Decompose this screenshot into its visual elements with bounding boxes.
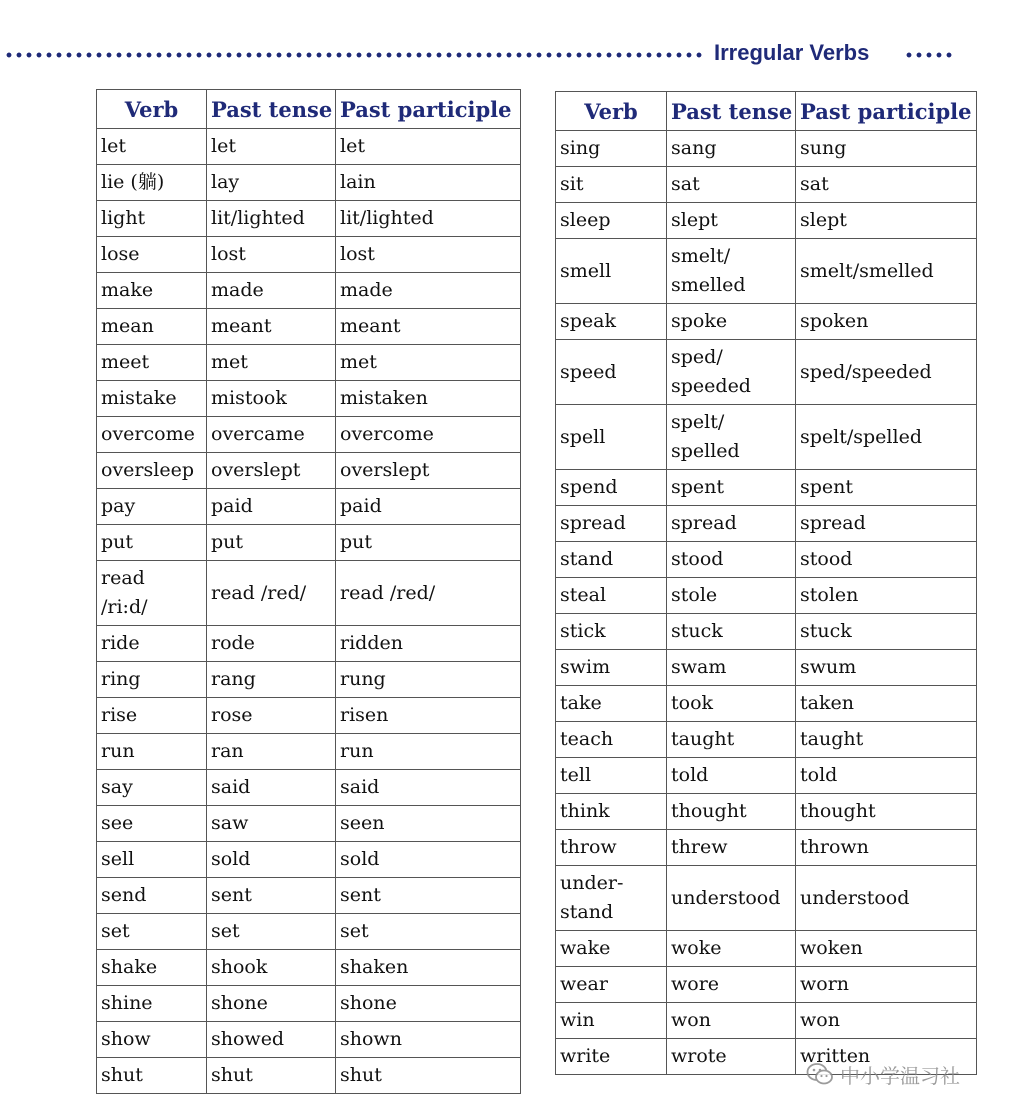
past-participle-cell: overslept (336, 453, 521, 489)
verb-cell: meet (97, 345, 207, 381)
past-participle-cell: stood (796, 542, 977, 578)
table-row (97, 1022, 521, 1058)
verb-cell: send (97, 878, 207, 914)
past-tense-cell: stuck (667, 614, 796, 650)
table-row (556, 470, 977, 506)
verb-cell: under- stand (556, 866, 667, 931)
past-participle-cell: rung (336, 662, 521, 698)
past-tense-cell: meant (207, 309, 336, 345)
past-participle-cell: told (796, 758, 977, 794)
past-participle-cell: sat (796, 167, 977, 203)
past-participle-cell: understood (796, 866, 977, 931)
verb-cell: mean (97, 309, 207, 345)
past-tense-cell: set (207, 914, 336, 950)
past-tense-cell: stood (667, 542, 796, 578)
table-row (97, 201, 521, 237)
verb-cell: light (97, 201, 207, 237)
irregular-verbs-table-left (96, 89, 521, 1094)
past-participle-cell: made (336, 273, 521, 309)
table-row (556, 578, 977, 614)
past-participle-cell: taught (796, 722, 977, 758)
verb-cell: steal (556, 578, 667, 614)
verb-cell: shut (97, 1058, 207, 1094)
past-participle-cell: sold (336, 842, 521, 878)
watermark (806, 1058, 960, 1090)
past-participle-cell: lit/lighted (336, 201, 521, 237)
verb-cell: sell (97, 842, 207, 878)
past-tense-cell: rang (207, 662, 336, 698)
past-tense-cell: swam (667, 650, 796, 686)
column-header-past-tense: Past tense (207, 90, 336, 129)
past-participle-cell: sung (796, 131, 977, 167)
past-tense-cell: won (667, 1003, 796, 1039)
table-row (97, 309, 521, 345)
past-participle-cell: shut (336, 1058, 521, 1094)
verb-cell: sing (556, 131, 667, 167)
verb-cell: lose (97, 237, 207, 273)
column-header-verb: Verb (97, 90, 207, 129)
past-participle-cell: lain (336, 165, 521, 201)
past-participle-cell: sent (336, 878, 521, 914)
table-header-row (556, 92, 977, 131)
table-row (97, 914, 521, 950)
verb-cell: let (97, 129, 207, 165)
table-row (97, 878, 521, 914)
table-row (556, 1003, 977, 1039)
table-row (97, 734, 521, 770)
past-participle-cell: slept (796, 203, 977, 239)
past-tense-cell: made (207, 273, 336, 309)
past-tense-cell: let (207, 129, 336, 165)
past-tense-cell: read /red/ (207, 561, 336, 626)
verb-cell: swim (556, 650, 667, 686)
table-row (556, 167, 977, 203)
verb-cell: shake (97, 950, 207, 986)
past-tense-cell: wore (667, 967, 796, 1003)
past-participle-cell: shown (336, 1022, 521, 1058)
table-row (556, 830, 977, 866)
past-participle-cell: smelt/smelled (796, 239, 977, 304)
page-title: Irregular Verbs (714, 40, 870, 65)
table-row (556, 758, 977, 794)
past-tense-cell: said (207, 770, 336, 806)
past-participle-cell: sped/speeded (796, 340, 977, 405)
table-row (556, 340, 977, 405)
verb-cell: spread (556, 506, 667, 542)
verb-cell: wear (556, 967, 667, 1003)
past-tense-cell: stole (667, 578, 796, 614)
table-row (97, 237, 521, 273)
dotted-rule-right (904, 52, 952, 58)
past-participle-cell: mistaken (336, 381, 521, 417)
verb-cell: smell (556, 239, 667, 304)
table-row (97, 770, 521, 806)
past-tense-cell: understood (667, 866, 796, 931)
table-row (556, 203, 977, 239)
table-row (97, 417, 521, 453)
past-tense-cell: spoke (667, 304, 796, 340)
verb-cell: write (556, 1039, 667, 1075)
past-tense-cell: lay (207, 165, 336, 201)
column-header-past-tense: Past tense (667, 92, 796, 131)
past-tense-cell: woke (667, 931, 796, 967)
past-tense-cell: smelt/ smelled (667, 239, 796, 304)
verb-cell: think (556, 794, 667, 830)
table-row (97, 165, 521, 201)
past-participle-cell: shone (336, 986, 521, 1022)
table-row (97, 950, 521, 986)
table-row (556, 650, 977, 686)
verb-cell: stand (556, 542, 667, 578)
past-participle-cell: meant (336, 309, 521, 345)
past-participle-cell: woken (796, 931, 977, 967)
verb-cell: sit (556, 167, 667, 203)
past-tense-cell: mistook (207, 381, 336, 417)
table-row (556, 931, 977, 967)
verb-cell: lie (躺) (97, 165, 207, 201)
table-row (556, 686, 977, 722)
verb-cell: put (97, 525, 207, 561)
table-row (97, 453, 521, 489)
past-participle-cell: spread (796, 506, 977, 542)
table-row (97, 986, 521, 1022)
dotted-rule-left (4, 52, 704, 58)
table-row (556, 967, 977, 1003)
verb-cell: teach (556, 722, 667, 758)
verb-cell: throw (556, 830, 667, 866)
table-row (556, 866, 977, 931)
table-row (97, 662, 521, 698)
column-header-past-participle: Past participle (796, 92, 977, 131)
past-participle-cell: seen (336, 806, 521, 842)
verb-cell: spell (556, 405, 667, 470)
table-row (97, 561, 521, 626)
past-participle-cell: risen (336, 698, 521, 734)
past-tense-cell: shook (207, 950, 336, 986)
past-participle-cell: swum (796, 650, 977, 686)
past-participle-cell: let (336, 129, 521, 165)
past-tense-cell: slept (667, 203, 796, 239)
past-participle-cell: ridden (336, 626, 521, 662)
past-tense-cell: told (667, 758, 796, 794)
verb-cell: shine (97, 986, 207, 1022)
verb-cell: spend (556, 470, 667, 506)
past-tense-cell: met (207, 345, 336, 381)
table-row (97, 806, 521, 842)
past-participle-cell: worn (796, 967, 977, 1003)
past-tense-cell: spent (667, 470, 796, 506)
verb-cell: show (97, 1022, 207, 1058)
table-row (97, 525, 521, 561)
past-tense-cell: shone (207, 986, 336, 1022)
verb-cell: make (97, 273, 207, 309)
verb-cell: stick (556, 614, 667, 650)
table-row (97, 345, 521, 381)
verb-cell: tell (556, 758, 667, 794)
past-participle-cell: thrown (796, 830, 977, 866)
table-row (97, 842, 521, 878)
past-tense-cell: overslept (207, 453, 336, 489)
verb-cell: win (556, 1003, 667, 1039)
past-participle-cell: spoken (796, 304, 977, 340)
table-header-row (97, 90, 521, 129)
past-participle-cell: taken (796, 686, 977, 722)
past-participle-cell: set (336, 914, 521, 950)
table-row (97, 1058, 521, 1094)
past-participle-cell: lost (336, 237, 521, 273)
table-row (556, 239, 977, 304)
column-header-verb: Verb (556, 92, 667, 131)
table-row (97, 273, 521, 309)
past-participle-cell: run (336, 734, 521, 770)
irregular-verbs-table-right (555, 91, 977, 1075)
verb-cell: ride (97, 626, 207, 662)
past-tense-cell: put (207, 525, 336, 561)
table-row (97, 626, 521, 662)
past-tense-cell: overcame (207, 417, 336, 453)
table-row (556, 131, 977, 167)
past-participle-cell: met (336, 345, 521, 381)
past-participle-cell: written (796, 1039, 977, 1075)
past-participle-cell: thought (796, 794, 977, 830)
verb-cell: speak (556, 304, 667, 340)
table-row (556, 614, 977, 650)
past-tense-cell: sped/ speeded (667, 340, 796, 405)
past-participle-cell: overcome (336, 417, 521, 453)
past-tense-cell: spread (667, 506, 796, 542)
past-tense-cell: sold (207, 842, 336, 878)
table-row (556, 506, 977, 542)
past-participle-cell: spent (796, 470, 977, 506)
column-header-past-participle: Past participle (336, 90, 521, 129)
table-row (97, 489, 521, 525)
past-participle-cell: spelt/spelled (796, 405, 977, 470)
past-participle-cell: won (796, 1003, 977, 1039)
past-tense-cell: taught (667, 722, 796, 758)
verb-cell: speed (556, 340, 667, 405)
past-participle-cell: put (336, 525, 521, 561)
past-tense-cell: paid (207, 489, 336, 525)
page-header (0, 36, 1024, 72)
past-tense-cell: wrote (667, 1039, 796, 1075)
table-row (556, 542, 977, 578)
past-tense-cell: threw (667, 830, 796, 866)
past-tense-cell: rode (207, 626, 336, 662)
verb-cell: sleep (556, 203, 667, 239)
verb-cell: overcome (97, 417, 207, 453)
table-row (556, 794, 977, 830)
past-tense-cell: took (667, 686, 796, 722)
past-tense-cell: shut (207, 1058, 336, 1094)
verb-cell: oversleep (97, 453, 207, 489)
verb-cell: wake (556, 931, 667, 967)
past-tense-cell: spelt/ spelled (667, 405, 796, 470)
table-row (556, 304, 977, 340)
verb-cell: set (97, 914, 207, 950)
table-row (556, 722, 977, 758)
verb-cell: run (97, 734, 207, 770)
verb-cell: pay (97, 489, 207, 525)
past-participle-cell: shaken (336, 950, 521, 986)
past-tense-cell: sang (667, 131, 796, 167)
verb-cell: mistake (97, 381, 207, 417)
past-tense-cell: thought (667, 794, 796, 830)
past-tense-cell: showed (207, 1022, 336, 1058)
verb-cell: see (97, 806, 207, 842)
past-participle-cell: stolen (796, 578, 977, 614)
verb-cell: rise (97, 698, 207, 734)
past-participle-cell: stuck (796, 614, 977, 650)
past-tense-cell: saw (207, 806, 336, 842)
past-tense-cell: sent (207, 878, 336, 914)
verb-cell: ring (97, 662, 207, 698)
past-participle-cell: said (336, 770, 521, 806)
table-row (97, 381, 521, 417)
verb-cell: take (556, 686, 667, 722)
watermark-text: 中小学温习社 (840, 1063, 960, 1088)
past-tense-cell: lit/lighted (207, 201, 336, 237)
table-row (97, 698, 521, 734)
past-tense-cell: ran (207, 734, 336, 770)
verb-cell: say (97, 770, 207, 806)
past-tense-cell: rose (207, 698, 336, 734)
past-participle-cell: paid (336, 489, 521, 525)
wechat-logo-icon (806, 1061, 834, 1087)
table-row (556, 405, 977, 470)
past-tense-cell: lost (207, 237, 336, 273)
table-row (97, 129, 521, 165)
past-tense-cell: sat (667, 167, 796, 203)
past-participle-cell: read /red/ (336, 561, 521, 626)
verb-cell: read /ri:d/ (97, 561, 207, 626)
